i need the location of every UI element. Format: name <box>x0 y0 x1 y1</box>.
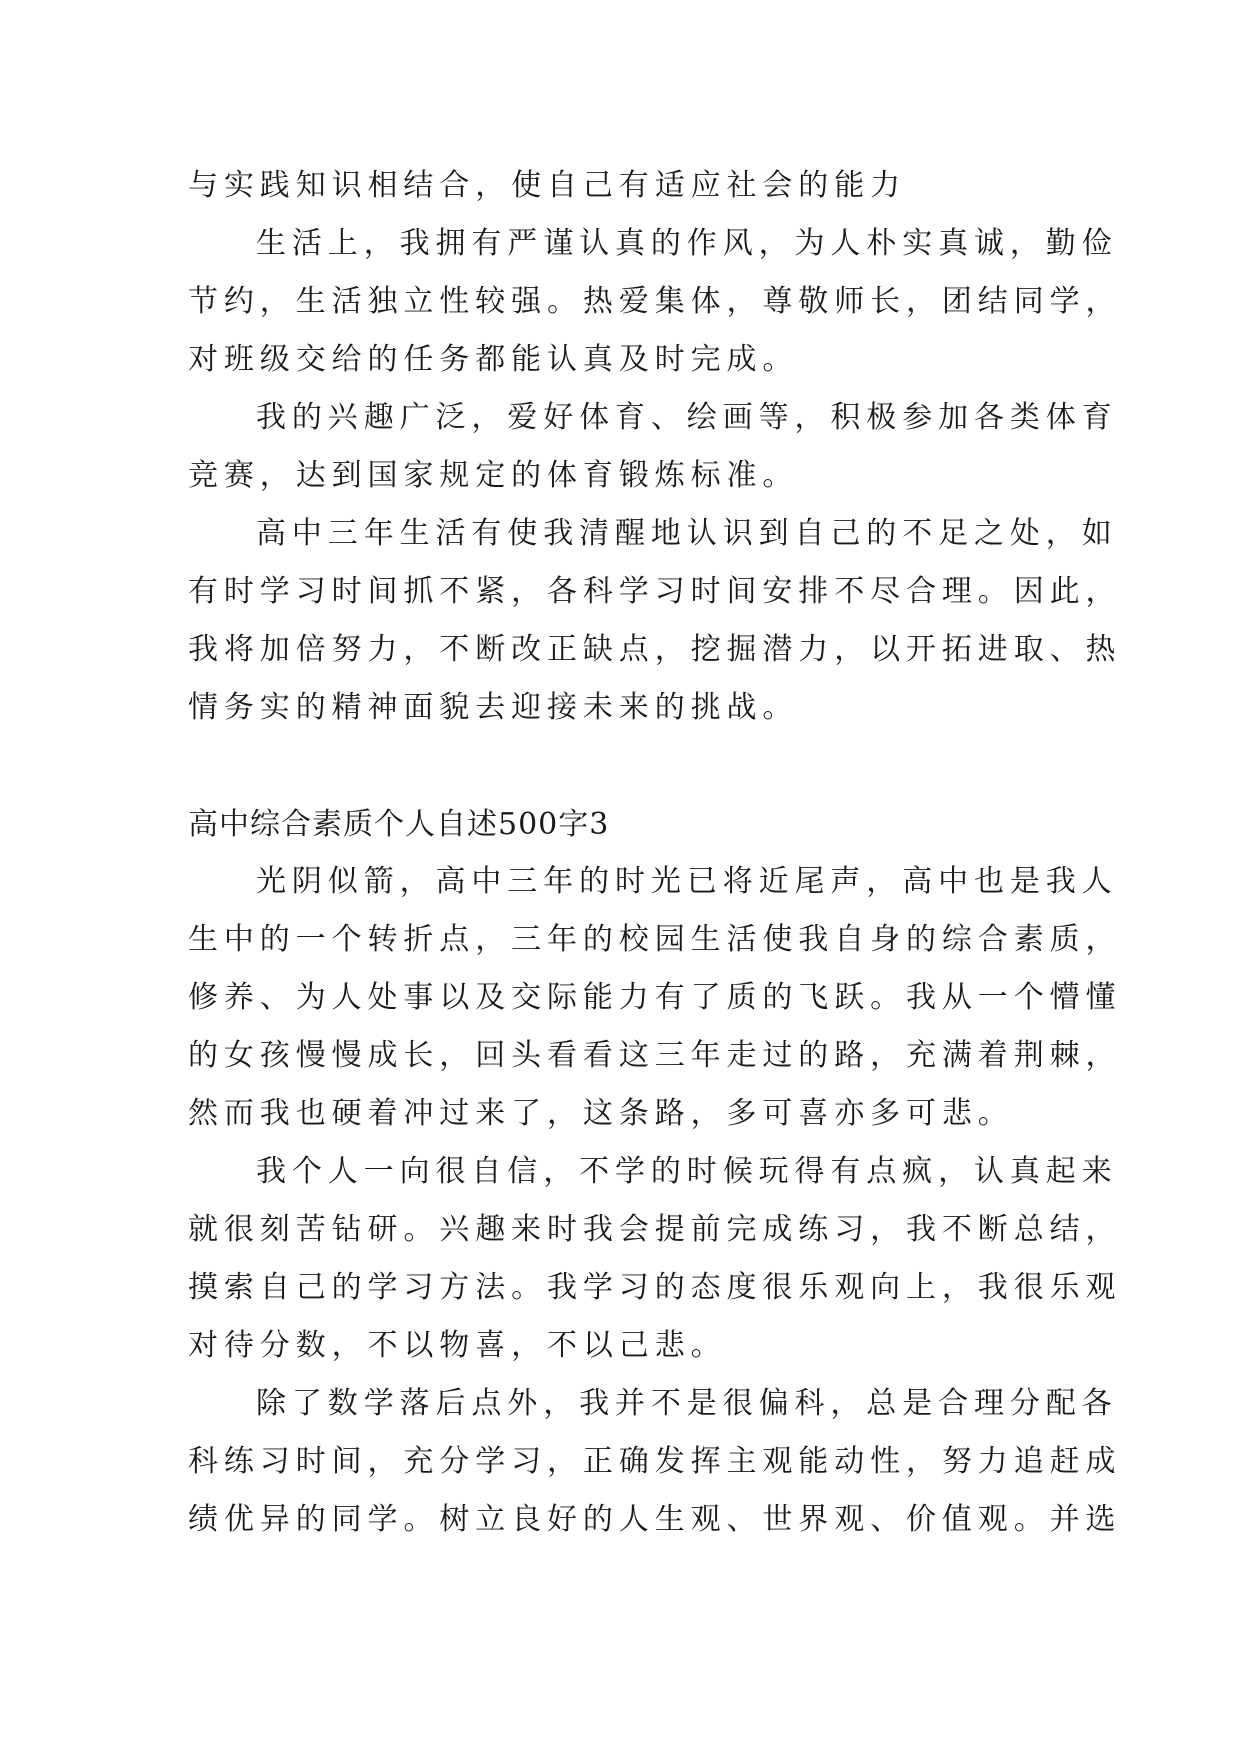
text-line: 竞赛，达到国家规定的体育锻炼标准。 <box>188 458 799 493</box>
paragraph-first-line: 除了数学落后点外，我并不是很偏科，总是合理分配各 <box>256 1386 1118 1421</box>
section-heading: 高中综合素质个人自述500字3 <box>188 807 610 842</box>
text-line: 情务实的精神面貌去迎接未来的挑战。 <box>188 690 799 725</box>
text-line: 绩优异的同学。树立良好的人生观、世界观、价值观。并选 <box>188 1502 1122 1537</box>
text-line: 科练习时间，充分学习，正确发挥主观能动性，努力追赶成 <box>188 1444 1122 1479</box>
text-line: 的女孩慢慢成长，回头看看这三年走过的路，充满着荆棘， <box>188 1038 1122 1073</box>
paragraph-first-line: 高中三年生活有使我清醒地认识到自己的不足之处，如 <box>256 516 1118 551</box>
text-line: 有时学习时间抓不紧，各科学习时间安排不尽合理。因此， <box>188 574 1122 609</box>
text-line: 节约，生活独立性较强。热爱集体，尊敬师长，团结同学， <box>188 284 1122 319</box>
text-line: 然而我也硬着冲过来了，这条路，多可喜亦多可悲。 <box>188 1096 1014 1131</box>
text-line: 摸索自己的学习方法。我学习的态度很乐观向上，我很乐观 <box>188 1270 1122 1305</box>
text-line: 对班级交给的任务都能认真及时完成。 <box>188 342 799 377</box>
paragraph-first-line: 光阴似箭，高中三年的时光已将近尾声，高中也是我人 <box>256 864 1118 899</box>
text-line: 我将加倍努力，不断改正缺点，挖掘潜力，以开拓进取、热 <box>188 632 1122 667</box>
paragraph-first-line: 生活上，我拥有严谨认真的作风，为人朴实真诚，勤俭 <box>256 226 1118 261</box>
text-line: 修养、为人处事以及交际能力有了质的飞跃。我从一个懵懂 <box>188 980 1122 1015</box>
text-line: 与实践知识相结合，使自己有适应社会的能力 <box>188 168 906 203</box>
paragraph-first-line: 我的兴趣广泛，爱好体育、绘画等，积极参加各类体育 <box>256 400 1118 435</box>
text-line: 就很刻苦钻研。兴趣来时我会提前完成练习，我不断总结， <box>188 1212 1122 1247</box>
text-line: 对待分数，不以物喜，不以己悲。 <box>188 1328 727 1363</box>
paragraph-first-line: 我个人一向很自信，不学的时候玩得有点疯，认真起来 <box>256 1154 1118 1189</box>
text-line: 生中的一个转折点，三年的校园生活使我自身的综合素质， <box>188 922 1122 957</box>
